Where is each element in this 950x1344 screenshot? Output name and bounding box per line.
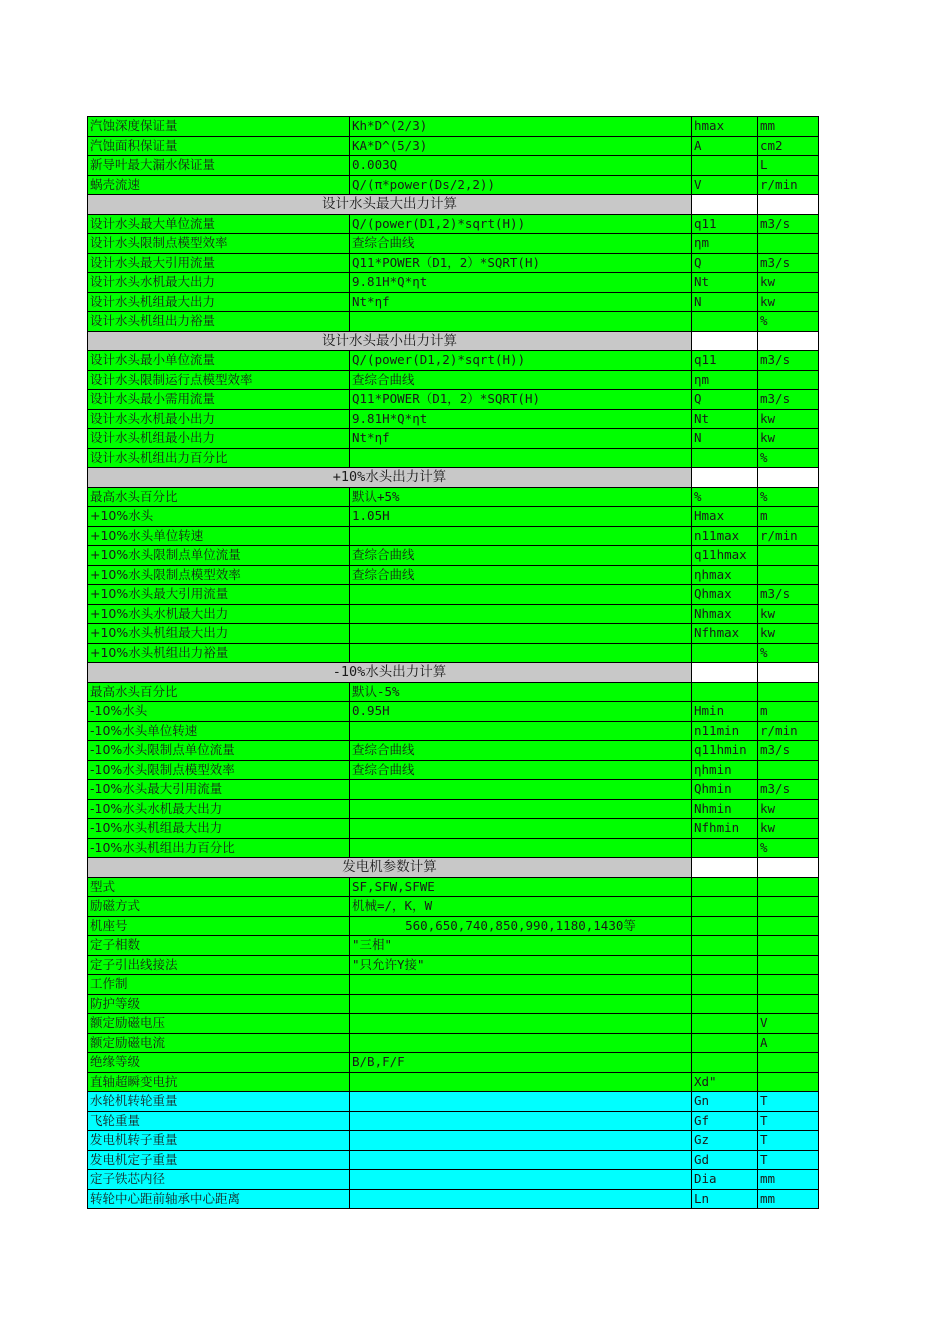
parameter-name-cell[interactable]: +10%水头机组最大出力 xyxy=(88,624,350,644)
table-row xyxy=(88,994,819,1014)
table-row xyxy=(88,936,819,956)
symbol-cell[interactable]: Gf xyxy=(692,1111,758,1131)
section-header-row xyxy=(88,331,819,351)
table-row xyxy=(88,448,819,468)
unit-cell[interactable]: m3/s xyxy=(758,214,819,234)
unit-cell[interactable] xyxy=(758,936,819,956)
formula-cell[interactable]: Q11*POWER（D1，2）*SQRT(H) xyxy=(350,253,692,273)
symbol-cell[interactable]: ηm xyxy=(692,370,758,390)
formula-cell[interactable]: KA*D^(5/3) xyxy=(350,136,692,156)
symbol-cell[interactable]: ηhmin xyxy=(692,760,758,780)
unit-cell[interactable]: m xyxy=(758,507,819,527)
unit-cell[interactable]: r/min xyxy=(758,175,819,195)
unit-cell[interactable] xyxy=(758,234,819,254)
formula-cell[interactable]: SF,SFW,SFWE xyxy=(350,877,692,897)
symbol-cell[interactable]: Gn xyxy=(692,1092,758,1112)
parameter-name-cell[interactable]: 励磁方式 xyxy=(88,897,350,917)
unit-cell[interactable]: T xyxy=(758,1092,819,1112)
symbol-cell[interactable]: V xyxy=(692,175,758,195)
symbol-cell[interactable]: hmax xyxy=(692,117,758,137)
table-row xyxy=(88,136,819,156)
section-title: 发电机参数计算 xyxy=(88,858,692,878)
symbol-cell[interactable]: N xyxy=(692,429,758,449)
unit-cell[interactable]: % xyxy=(758,838,819,858)
parameter-name-cell[interactable]: 水轮机转轮重量 xyxy=(88,1092,350,1112)
formula-cell[interactable] xyxy=(350,975,692,995)
parameter-name-cell[interactable]: 设计水头最大单位流量 xyxy=(88,214,350,234)
parameter-name-cell[interactable]: 设计水头最大引用流量 xyxy=(88,253,350,273)
parameter-name-cell[interactable]: 额定励磁电压 xyxy=(88,1014,350,1034)
symbol-cell[interactable] xyxy=(692,643,758,663)
parameter-name-cell[interactable]: 设计水头限制运行点模型效率 xyxy=(88,370,350,390)
parameter-name-cell[interactable]: 防护等级 xyxy=(88,994,350,1014)
unit-cell[interactable] xyxy=(758,682,819,702)
parameter-name-cell[interactable]: 绝缘等级 xyxy=(88,1053,350,1073)
table-row xyxy=(88,585,819,605)
formula-cell[interactable]: Q/(π*power(Ds/2,2)) xyxy=(350,175,692,195)
unit-cell[interactable] xyxy=(758,760,819,780)
symbol-cell[interactable] xyxy=(692,994,758,1014)
formula-cell[interactable]: Q11*POWER（D1，2）*SQRT(H) xyxy=(350,390,692,410)
symbol-cell[interactable]: Q xyxy=(692,253,758,273)
unit-cell[interactable]: T xyxy=(758,1150,819,1170)
section-blank-cell xyxy=(692,663,758,683)
parameter-name-cell[interactable]: 工作制 xyxy=(88,975,350,995)
parameter-name-cell[interactable]: 直轴超瞬变电抗 xyxy=(88,1072,350,1092)
symbol-cell[interactable]: Nhmax xyxy=(692,604,758,624)
symbol-cell[interactable]: q11hmax xyxy=(692,546,758,566)
unit-cell[interactable]: % xyxy=(758,487,819,507)
table-row xyxy=(88,429,819,449)
unit-cell[interactable] xyxy=(758,975,819,995)
symbol-cell[interactable]: q11hmin xyxy=(692,741,758,761)
formula-cell[interactable]: 默认-5% xyxy=(350,682,692,702)
table-row xyxy=(88,838,819,858)
table-row xyxy=(88,877,819,897)
parameter-name-cell[interactable]: 设计水头水机最大出力 xyxy=(88,273,350,293)
table-row xyxy=(88,351,819,371)
symbol-cell[interactable] xyxy=(692,1014,758,1034)
formula-cell[interactable]: 0.003Q xyxy=(350,156,692,176)
unit-cell[interactable]: r/min xyxy=(758,721,819,741)
parameter-name-cell[interactable]: 额定励磁电流 xyxy=(88,1033,350,1053)
table-row xyxy=(88,1014,819,1034)
parameter-name-cell[interactable]: 设计水头机组最大出力 xyxy=(88,292,350,312)
parameter-name-cell[interactable]: 设计水头最小单位流量 xyxy=(88,351,350,371)
symbol-cell[interactable]: q11 xyxy=(692,351,758,371)
unit-cell[interactable]: % xyxy=(758,643,819,663)
formula-cell[interactable]: 1.05H xyxy=(350,507,692,527)
formula-cell[interactable] xyxy=(350,1170,692,1190)
symbol-cell[interactable] xyxy=(692,838,758,858)
formula-cell[interactable]: 机械=/，K，W xyxy=(350,897,692,917)
table-row xyxy=(88,916,819,936)
unit-cell[interactable] xyxy=(758,994,819,1014)
table-row xyxy=(88,390,819,410)
parameter-name-cell[interactable]: 型式 xyxy=(88,877,350,897)
symbol-cell[interactable]: Hmin xyxy=(692,702,758,722)
parameter-name-cell[interactable]: +10%水头最大引用流量 xyxy=(88,585,350,605)
symbol-cell[interactable]: ηm xyxy=(692,234,758,254)
unit-cell[interactable]: kw xyxy=(758,799,819,819)
symbol-cell[interactable]: Nfhmin xyxy=(692,819,758,839)
symbol-cell[interactable]: % xyxy=(692,487,758,507)
table-row xyxy=(88,175,819,195)
unit-cell[interactable]: mm xyxy=(758,1170,819,1190)
unit-cell[interactable] xyxy=(758,546,819,566)
formula-cell[interactable] xyxy=(350,1150,692,1170)
symbol-cell[interactable]: Gz xyxy=(692,1131,758,1151)
table-row xyxy=(88,1072,819,1092)
parameter-name-cell[interactable]: 设计水头水机最小出力 xyxy=(88,409,350,429)
formula-cell[interactable]: 560,650,740,850,990,1180,1430等 xyxy=(350,916,692,936)
table-row xyxy=(88,156,819,176)
parameter-name-cell[interactable]: +10%水头限制点模型效率 xyxy=(88,565,350,585)
parameter-name-cell[interactable]: 汽蚀面积保证量 xyxy=(88,136,350,156)
table-row xyxy=(88,487,819,507)
table-row xyxy=(88,234,819,254)
section-title: -10%水头出力计算 xyxy=(88,663,692,683)
formula-cell[interactable] xyxy=(350,1092,692,1112)
table-row xyxy=(88,760,819,780)
parameter-name-cell[interactable]: 转轮中心距前轴承中心距离 xyxy=(88,1189,350,1209)
parameter-name-cell[interactable]: -10%水头水机最大出力 xyxy=(88,799,350,819)
table-row xyxy=(88,214,819,234)
table-row xyxy=(88,780,819,800)
parameter-name-cell[interactable]: -10%水头机组最大出力 xyxy=(88,819,350,839)
unit-cell[interactable]: L xyxy=(758,156,819,176)
parameter-name-cell[interactable]: 最高水头百分比 xyxy=(88,682,350,702)
symbol-cell[interactable] xyxy=(692,448,758,468)
table-row xyxy=(88,117,819,137)
formula-cell[interactable] xyxy=(350,585,692,605)
symbol-cell[interactable]: N xyxy=(692,292,758,312)
parameter-name-cell[interactable]: -10%水头机组出力百分比 xyxy=(88,838,350,858)
symbol-cell[interactable]: Nfhmax xyxy=(692,624,758,644)
formula-cell[interactable] xyxy=(350,604,692,624)
section-blank-cell xyxy=(692,331,758,351)
symbol-cell[interactable]: ηhmax xyxy=(692,565,758,585)
unit-cell[interactable]: % xyxy=(758,448,819,468)
formula-cell[interactable] xyxy=(350,1072,692,1092)
unit-cell[interactable] xyxy=(758,370,819,390)
symbol-cell[interactable] xyxy=(692,955,758,975)
formula-cell[interactable] xyxy=(350,799,692,819)
unit-cell[interactable]: m xyxy=(758,702,819,722)
parameter-table xyxy=(87,116,819,1209)
symbol-cell[interactable]: n11min xyxy=(692,721,758,741)
formula-cell[interactable] xyxy=(350,721,692,741)
symbol-cell[interactable] xyxy=(692,877,758,897)
symbol-cell[interactable]: Nt xyxy=(692,409,758,429)
table-row xyxy=(88,1170,819,1190)
unit-cell[interactable] xyxy=(758,897,819,917)
symbol-cell[interactable] xyxy=(692,916,758,936)
symbol-cell[interactable] xyxy=(692,897,758,917)
table-row xyxy=(88,312,819,332)
parameter-name-cell[interactable]: 设计水头机组最小出力 xyxy=(88,429,350,449)
parameter-name-cell[interactable]: 汽蚀深度保证量 xyxy=(88,117,350,137)
formula-cell[interactable] xyxy=(350,780,692,800)
table-row xyxy=(88,643,819,663)
table-row xyxy=(88,955,819,975)
section-title: 设计水头最小出力计算 xyxy=(88,331,692,351)
symbol-cell[interactable] xyxy=(692,682,758,702)
unit-cell[interactable]: kw xyxy=(758,273,819,293)
table-row xyxy=(88,507,819,527)
parameter-name-cell[interactable]: 定子相数 xyxy=(88,936,350,956)
symbol-cell[interactable]: Q xyxy=(692,390,758,410)
table-row xyxy=(88,624,819,644)
table-row xyxy=(88,253,819,273)
section-blank-cell xyxy=(758,468,819,488)
formula-cell[interactable]: "只允许Y接" xyxy=(350,955,692,975)
parameter-name-cell[interactable]: +10%水头 xyxy=(88,507,350,527)
section-blank-cell xyxy=(758,858,819,878)
unit-cell[interactable]: V xyxy=(758,1014,819,1034)
symbol-cell[interactable] xyxy=(692,975,758,995)
symbol-cell[interactable]: Xd" xyxy=(692,1072,758,1092)
symbol-cell[interactable]: Nhmin xyxy=(692,799,758,819)
unit-cell[interactable]: % xyxy=(758,312,819,332)
unit-cell[interactable] xyxy=(758,565,819,585)
table-row xyxy=(88,1053,819,1073)
formula-cell[interactable] xyxy=(350,1014,692,1034)
section-blank-cell xyxy=(758,663,819,683)
section-header-row xyxy=(88,858,819,878)
symbol-cell[interactable]: Hmax xyxy=(692,507,758,527)
symbol-cell[interactable]: Qhmax xyxy=(692,585,758,605)
formula-cell[interactable] xyxy=(350,1189,692,1209)
table-row xyxy=(88,1150,819,1170)
unit-cell[interactable]: A xyxy=(758,1033,819,1053)
unit-cell[interactable]: m3/s xyxy=(758,585,819,605)
table-row xyxy=(88,370,819,390)
formula-cell[interactable]: Nt*ηf xyxy=(350,429,692,449)
parameter-name-cell[interactable]: +10%水头机组出力裕量 xyxy=(88,643,350,663)
table-row xyxy=(88,546,819,566)
unit-cell[interactable]: kw xyxy=(758,624,819,644)
section-title: +10%水头出力计算 xyxy=(88,468,692,488)
unit-cell[interactable]: kw xyxy=(758,819,819,839)
formula-cell[interactable] xyxy=(350,526,692,546)
section-title: 设计水头最大出力计算 xyxy=(88,195,692,215)
table-row xyxy=(88,897,819,917)
formula-cell[interactable] xyxy=(350,1131,692,1151)
parameter-name-cell[interactable]: 最高水头百分比 xyxy=(88,487,350,507)
parameter-name-cell[interactable]: 机座号 xyxy=(88,916,350,936)
formula-cell[interactable]: 默认+5% xyxy=(350,487,692,507)
section-blank-cell xyxy=(758,331,819,351)
parameter-name-cell[interactable]: -10%水头限制点单位流量 xyxy=(88,741,350,761)
parameter-name-cell[interactable]: +10%水头水机最大出力 xyxy=(88,604,350,624)
table-row xyxy=(88,1033,819,1053)
formula-cell[interactable]: 9.81H*Q*ηt xyxy=(350,409,692,429)
symbol-cell[interactable]: Gd xyxy=(692,1150,758,1170)
section-header-row xyxy=(88,663,819,683)
parameter-name-cell[interactable]: 蜗壳流速 xyxy=(88,175,350,195)
parameter-name-cell[interactable]: -10%水头限制点模型效率 xyxy=(88,760,350,780)
symbol-cell[interactable] xyxy=(692,936,758,956)
symbol-cell[interactable]: Qhmin xyxy=(692,780,758,800)
unit-cell[interactable]: mm xyxy=(758,117,819,137)
formula-cell[interactable]: 查综合曲线 xyxy=(350,760,692,780)
parameter-name-cell[interactable]: 飞轮重量 xyxy=(88,1111,350,1131)
table-row xyxy=(88,702,819,722)
unit-cell[interactable] xyxy=(758,916,819,936)
formula-cell[interactable] xyxy=(350,643,692,663)
symbol-cell[interactable]: Nt xyxy=(692,273,758,293)
unit-cell[interactable]: r/min xyxy=(758,526,819,546)
unit-cell[interactable] xyxy=(758,1072,819,1092)
unit-cell[interactable]: m3/s xyxy=(758,741,819,761)
parameter-name-cell[interactable]: 定子引出线接法 xyxy=(88,955,350,975)
section-blank-cell xyxy=(692,468,758,488)
unit-cell[interactable] xyxy=(758,955,819,975)
unit-cell[interactable]: m3/s xyxy=(758,390,819,410)
table-row xyxy=(88,409,819,429)
formula-cell[interactable] xyxy=(350,1033,692,1053)
table-row xyxy=(88,1131,819,1151)
parameter-name-cell[interactable]: 设计水头机组出力裕量 xyxy=(88,312,350,332)
parameter-name-cell[interactable]: 发电机定子重量 xyxy=(88,1150,350,1170)
symbol-cell[interactable]: A xyxy=(692,136,758,156)
section-blank-cell xyxy=(758,195,819,215)
unit-cell[interactable]: mm xyxy=(758,1189,819,1209)
table-body xyxy=(88,117,819,1209)
formula-cell[interactable]: Q/(power(D1,2)*sqrt(H)) xyxy=(350,351,692,371)
unit-cell[interactable]: m3/s xyxy=(758,780,819,800)
unit-cell[interactable]: T xyxy=(758,1131,819,1151)
unit-cell[interactable]: T xyxy=(758,1111,819,1131)
parameter-name-cell[interactable]: +10%水头单位转速 xyxy=(88,526,350,546)
table-row xyxy=(88,565,819,585)
unit-cell[interactable]: m3/s xyxy=(758,351,819,371)
symbol-cell[interactable]: n11max xyxy=(692,526,758,546)
table-row xyxy=(88,604,819,624)
section-header-row xyxy=(88,468,819,488)
formula-cell[interactable]: Nt*ηf xyxy=(350,292,692,312)
section-header-row xyxy=(88,195,819,215)
parameter-name-cell[interactable]: 发电机转子重量 xyxy=(88,1131,350,1151)
symbol-cell[interactable]: q11 xyxy=(692,214,758,234)
formula-cell[interactable] xyxy=(350,448,692,468)
formula-cell[interactable] xyxy=(350,994,692,1014)
table-row xyxy=(88,1189,819,1209)
section-blank-cell xyxy=(692,195,758,215)
unit-cell[interactable]: kw xyxy=(758,292,819,312)
parameter-name-cell[interactable]: 设计水头最小需用流量 xyxy=(88,390,350,410)
unit-cell[interactable]: kw xyxy=(758,429,819,449)
table-row xyxy=(88,1092,819,1112)
parameter-name-cell[interactable]: +10%水头限制点单位流量 xyxy=(88,546,350,566)
parameter-name-cell[interactable]: 设计水头限制点模型效率 xyxy=(88,234,350,254)
formula-cell[interactable] xyxy=(350,1111,692,1131)
parameter-name-cell[interactable]: 定子铁芯内径 xyxy=(88,1170,350,1190)
formula-cell[interactable] xyxy=(350,624,692,644)
symbol-cell[interactable]: Ln xyxy=(692,1189,758,1209)
table-row xyxy=(88,273,819,293)
table-row xyxy=(88,741,819,761)
table-row xyxy=(88,819,819,839)
parameter-name-cell[interactable]: -10%水头最大引用流量 xyxy=(88,780,350,800)
parameter-name-cell[interactable]: 新导叶最大漏水保证量 xyxy=(88,156,350,176)
table-row xyxy=(88,526,819,546)
symbol-cell[interactable] xyxy=(692,1033,758,1053)
unit-cell[interactable]: m3/s xyxy=(758,253,819,273)
section-blank-cell xyxy=(692,858,758,878)
symbol-cell[interactable] xyxy=(692,1053,758,1073)
symbol-cell[interactable]: Dia xyxy=(692,1170,758,1190)
unit-cell[interactable]: kw xyxy=(758,409,819,429)
parameter-name-cell[interactable]: -10%水头 xyxy=(88,702,350,722)
formula-cell[interactable]: 查综合曲线 xyxy=(350,741,692,761)
formula-cell[interactable]: B/B,F/F xyxy=(350,1053,692,1073)
formula-cell[interactable]: 9.81H*Q*ηt xyxy=(350,273,692,293)
symbol-cell[interactable] xyxy=(692,156,758,176)
symbol-cell[interactable] xyxy=(692,312,758,332)
formula-cell[interactable]: 查综合曲线 xyxy=(350,234,692,254)
unit-cell[interactable]: cm2 xyxy=(758,136,819,156)
formula-cell[interactable]: 查综合曲线 xyxy=(350,370,692,390)
formula-cell[interactable]: Q/(power(D1,2)*sqrt(H)) xyxy=(350,214,692,234)
table-row xyxy=(88,682,819,702)
formula-cell[interactable]: 0.95H xyxy=(350,702,692,722)
table-row xyxy=(88,975,819,995)
formula-cell[interactable] xyxy=(350,838,692,858)
unit-cell[interactable] xyxy=(758,877,819,897)
table-row xyxy=(88,799,819,819)
parameter-name-cell[interactable]: -10%水头单位转速 xyxy=(88,721,350,741)
table-row xyxy=(88,1111,819,1131)
formula-cell[interactable]: Kh*D^(2/3) xyxy=(350,117,692,137)
unit-cell[interactable]: kw xyxy=(758,604,819,624)
formula-cell[interactable]: "三相" xyxy=(350,936,692,956)
parameter-name-cell[interactable]: 设计水头机组出力百分比 xyxy=(88,448,350,468)
formula-cell[interactable]: 查综合曲线 xyxy=(350,565,692,585)
formula-cell[interactable]: 查综合曲线 xyxy=(350,546,692,566)
table-row xyxy=(88,721,819,741)
table-row xyxy=(88,292,819,312)
unit-cell[interactable] xyxy=(758,1053,819,1073)
formula-cell[interactable] xyxy=(350,312,692,332)
formula-cell[interactable] xyxy=(350,819,692,839)
